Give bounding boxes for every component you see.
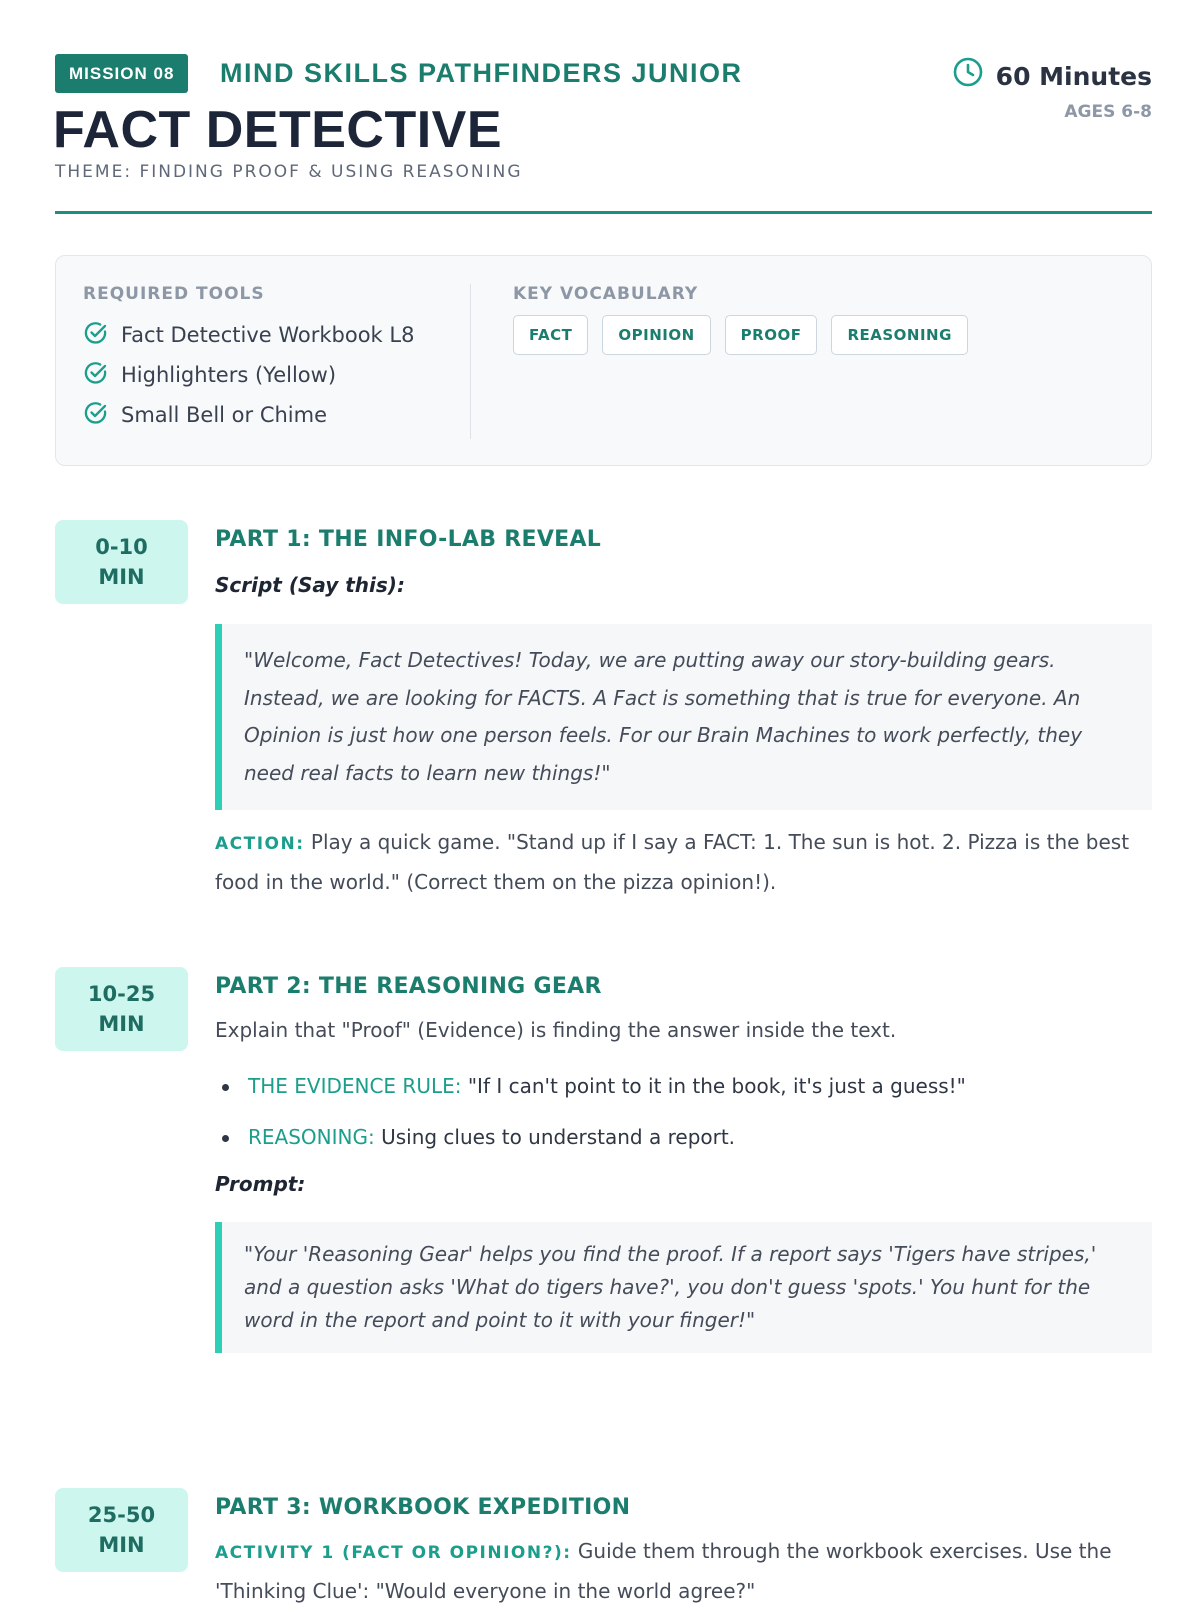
vocab-chip: PROOF <box>725 315 818 355</box>
lesson-theme: THEME: FINDING PROOF & USING REASONING <box>55 162 523 182</box>
check-circle-icon <box>83 360 109 391</box>
prompt-quote: "Your 'Reasoning Gear' helps you find the proof. If a report says 'Tigers have stripes,' and a question asks 'What do tigers have?', you don't guess 'spots.' You hunt for the word in the report and point to it with your finger!" <box>215 1222 1152 1353</box>
list-item <box>215 1068 1152 1105</box>
mission-badge: MISSION 08 <box>55 54 188 93</box>
time-range: 25-50 <box>87 1503 156 1527</box>
tool-label: Highlighters (Yellow) <box>121 363 337 387</box>
tool-item <box>83 315 463 355</box>
program-name: MIND SKILLS PATHFINDERS JUNIOR <box>220 58 743 88</box>
activity-text: Guide them through the workbook exercises. Use the 'Thinking Clue': "Would everyone in the world agree?" <box>215 1539 1112 1603</box>
section-title: PART 3: WORKBOOK EXPEDITION <box>215 1495 631 1520</box>
tools-heading: REQUIRED TOOLS <box>83 284 265 304</box>
prompt-label: Prompt: <box>215 1171 306 1196</box>
bullet-text: "If I can't point to it in the book, it's just a guess!" <box>467 1073 966 1098</box>
time-box <box>55 520 188 604</box>
tools-list <box>83 315 463 435</box>
vocabulary-heading: KEY VOCABULARY <box>513 284 699 304</box>
vocab-chip: OPINION <box>602 315 710 355</box>
time-unit: MIN <box>98 1533 145 1557</box>
time-box <box>55 967 188 1051</box>
vocabulary-list <box>513 315 1113 355</box>
list-item <box>215 1119 1152 1156</box>
section-title: PART 2: THE REASONING GEAR <box>215 974 602 999</box>
check-circle-icon <box>83 320 109 351</box>
tool-item <box>83 395 463 435</box>
script-label: Script (Say this): <box>215 573 405 597</box>
section-title: PART 1: THE INFO-LAB REVEAL <box>215 527 602 552</box>
bullet-text: Using clues to understand a report. <box>381 1124 736 1149</box>
time-range: 10-25 <box>87 982 156 1006</box>
card-divider <box>470 284 471 439</box>
tool-label: Small Bell or Chime <box>121 403 328 427</box>
age-range: AGES 6-8 <box>1064 102 1152 122</box>
materials-card <box>55 255 1152 466</box>
bullet-key: REASONING: <box>248 1124 375 1149</box>
vocab-chip: REASONING <box>831 315 967 355</box>
script-quote: "Welcome, Fact Detectives! Today, we are putting away our story-building gears. Instead, we are looking for FACTS. A Fact is something that is true for everyone. An Opinion is just how one person feels. For our Brain Machines to work perfectly, they need real facts to learn new things!" <box>215 624 1152 810</box>
intro-text: Explain that "Proof" (Evidence) is finding the answer inside the text. <box>215 1018 897 1042</box>
time-unit: MIN <box>98 565 145 589</box>
section-content <box>215 520 1152 901</box>
vocab-chip: FACT <box>513 315 588 355</box>
tool-label: Fact Detective Workbook L8 <box>121 323 415 347</box>
duration-text: 60 Minutes <box>995 61 1152 91</box>
section-content <box>215 1488 1152 1610</box>
clock-icon <box>952 56 984 97</box>
activity-label: ACTIVITY 1 (FACT OR OPINION?): <box>215 1543 572 1563</box>
check-circle-icon <box>83 400 109 431</box>
bullet-list <box>215 1068 1152 1156</box>
time-range: 0-10 <box>95 535 148 559</box>
header-divider <box>55 211 1152 214</box>
action-paragraph <box>215 824 1152 901</box>
duration-info <box>952 56 1152 97</box>
tool-item <box>83 355 463 395</box>
time-unit: MIN <box>98 1012 145 1036</box>
page-title: FACT DETECTIVE <box>53 101 503 159</box>
bullet-key: THE EVIDENCE RULE: <box>248 1073 462 1098</box>
action-text: Play a quick game. "Stand up if I say a FACT: 1. The sun is hot. 2. Pizza is the best food in the world." (Correct them on the pizza opinion!). <box>215 830 1130 894</box>
time-box <box>55 1488 188 1572</box>
action-label: ACTION: <box>215 834 305 854</box>
activity-paragraph <box>215 1533 1152 1610</box>
required-tools <box>83 284 463 435</box>
section-content <box>215 967 1152 1353</box>
key-vocabulary <box>513 284 1113 355</box>
